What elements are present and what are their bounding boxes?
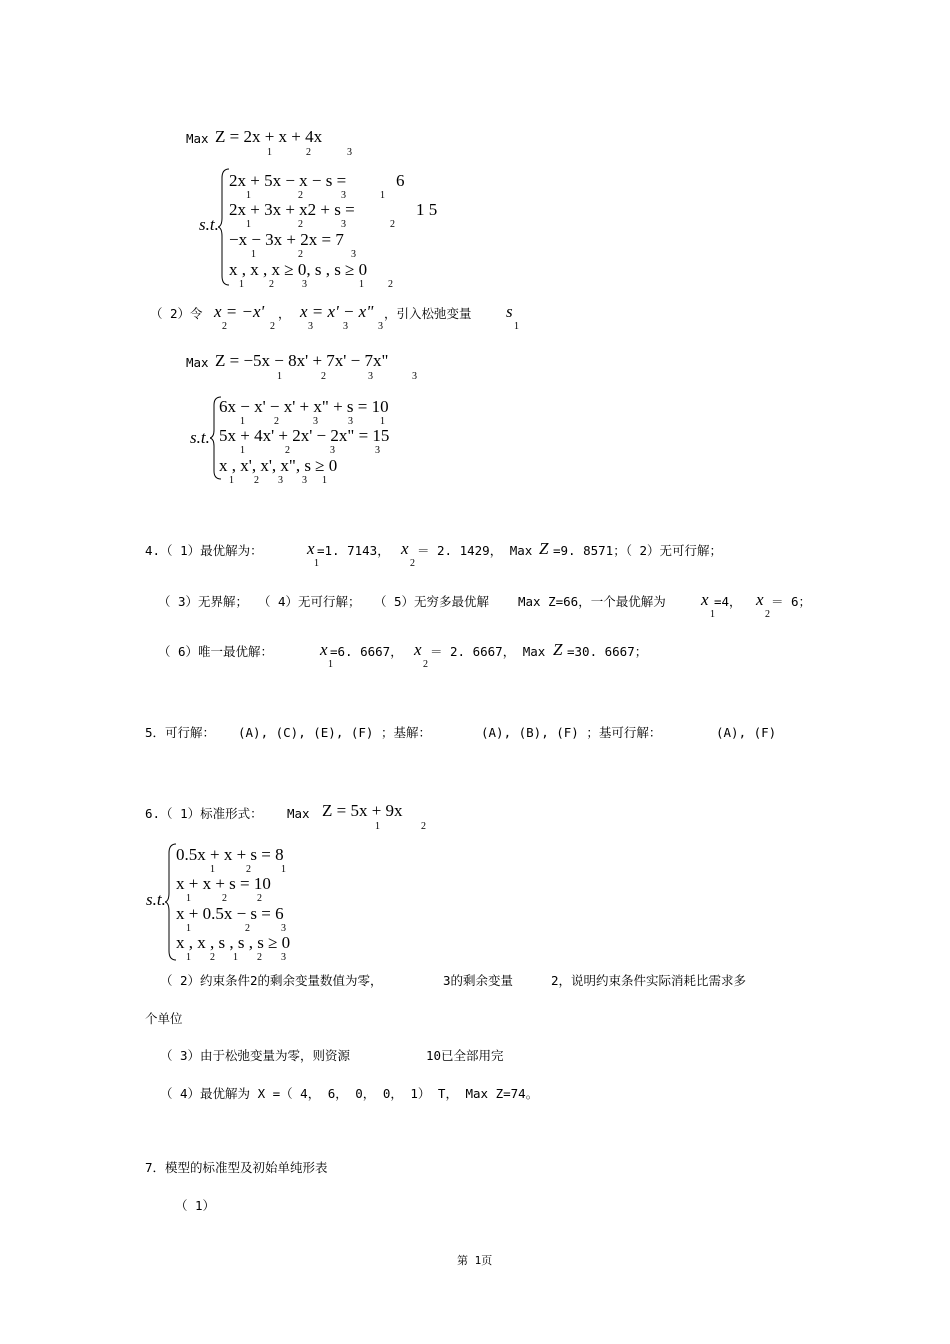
- q4-line3-x1-symbol: x: [320, 640, 328, 659]
- q6-st-label: s.t.: [146, 890, 166, 909]
- sub-1: 1: [186, 952, 191, 963]
- q4-line2-d: Max Z=66，一个最优解为: [518, 594, 666, 609]
- q4-line3-x2-value: ＝ 2. 6667， Max: [430, 644, 546, 659]
- part2-comma: ，: [278, 306, 291, 321]
- q6-p3-a: （ 3）由于松弛变量为零，则资源: [160, 1048, 351, 1063]
- sub-3: 3: [343, 321, 348, 332]
- q7-intro: 7．模型的标准型及初始单纯形表: [145, 1160, 328, 1175]
- q6-objective-expr: Z = 5x + 9x: [322, 801, 403, 820]
- q4-line1-intro: 4.（ 1）最优解为：: [145, 543, 263, 558]
- q6-row4-expr: x , x , s , s , s ≥ 0: [176, 933, 291, 952]
- q6-p2-d: 2，说明约束条件实际消耗比需求多: [551, 973, 747, 988]
- sub-2: 2: [274, 416, 279, 427]
- sub-1: 1: [229, 475, 234, 486]
- q4-line3-z-value: =30. 6667；: [567, 644, 648, 659]
- lp1-row1-sub: 1: [246, 190, 251, 201]
- sub-2: 2: [321, 371, 326, 382]
- q4-line1-z-value: =9. 8571；（ 2）无可行解；: [553, 543, 723, 558]
- q4-line3-x2-symbol: x: [414, 640, 422, 659]
- q5-feasible-label: 5．可行解：: [145, 725, 216, 740]
- lp1-row1-sub: 3: [341, 190, 346, 201]
- sub-2: 2: [222, 893, 227, 904]
- q6-row3-expr: x + 0.5x − s = 6: [176, 904, 284, 923]
- sub-3: 3: [378, 321, 383, 332]
- sub-2: 2: [246, 864, 251, 875]
- q6-intro: 6.（ 1）标准形式：: [145, 806, 263, 821]
- lp1-objective-prefix: Max: [186, 131, 209, 146]
- sub-3: 3: [375, 445, 380, 456]
- sub-1: 1: [240, 416, 245, 427]
- part2-tail: ，引入松弛变量: [384, 306, 472, 321]
- sub-2: 2: [210, 952, 215, 963]
- lp1-row2-sub: 3: [341, 219, 346, 230]
- q5-bfs-values: (A), (F): [716, 725, 777, 740]
- q4-line2-b: （ 4）无可行解；: [258, 594, 361, 609]
- lp1-row4-sub: 3: [302, 279, 307, 290]
- lp2-row3-expr: x , x', x', x", s ≥ 0: [219, 456, 338, 475]
- q6-p2-a: （ 2）约束条件: [160, 973, 251, 988]
- lp2-row2-expr: 5x + 4x' + 2x' − 2x" = 15: [219, 426, 390, 445]
- page-number: 第 1页: [457, 1254, 493, 1267]
- part2-intro: （ 2）令: [150, 306, 203, 321]
- lp1-obj-sub-2: 2: [306, 147, 311, 158]
- lp1-row3-sub: 2: [298, 249, 303, 260]
- sub-2: 2: [765, 609, 770, 620]
- sub-3: 3: [330, 445, 335, 456]
- sub-3: 3: [313, 416, 318, 427]
- lp1-row2-sub: 2: [390, 219, 395, 230]
- q6-p3-b: 10已全部用完: [426, 1048, 504, 1063]
- lp1-row3-sub: 1: [251, 249, 256, 260]
- sub-1: 1: [281, 864, 286, 875]
- sub-3: 3: [302, 475, 307, 486]
- sub-2: 2: [222, 321, 227, 332]
- q4-line3-intro: （ 6）唯一最优解：: [158, 644, 274, 659]
- sub-3: 3: [281, 952, 286, 963]
- sub-3: 3: [281, 923, 286, 934]
- lp1-row4-sub: 2: [269, 279, 274, 290]
- sub-1: 1: [710, 609, 715, 620]
- sub-2: 2: [270, 321, 275, 332]
- part2-sub2: x = x' − x": [300, 302, 374, 321]
- q4-line1-z-symbol: Z: [539, 539, 549, 558]
- sub-2: 2: [423, 659, 428, 670]
- lp1-row1-rhs: 6: [396, 171, 405, 190]
- sub-2: 2: [421, 821, 426, 832]
- q6-p4: （ 4）最优解为 X =（ 4， 6， 0， 0， 1） T， Max Z=74。: [160, 1086, 539, 1101]
- q4-line2-a: （ 3）无界解；: [158, 594, 249, 609]
- q4-line3-z-symbol: Z: [553, 640, 563, 659]
- part2-sub1: x = −x': [214, 302, 265, 321]
- q4-line2-c: （ 5）无穷多最优解: [374, 594, 490, 609]
- lp1-row1-sub: 1: [380, 190, 385, 201]
- part2-slack: s: [506, 302, 513, 321]
- lp1-row2-rhs: 1 5: [416, 200, 438, 219]
- q4-line1-x1-symbol: x: [307, 539, 315, 558]
- lp2-row1-expr: 6x − x' − x' + x" + s = 10: [219, 397, 389, 416]
- q5-basic-and-bfs-label: (A), (B), (F) ；基可行解：: [481, 725, 662, 740]
- sub-2: 2: [410, 558, 415, 569]
- sub-1: 1: [375, 821, 380, 832]
- lp2-objective-prefix: Max: [186, 355, 209, 370]
- q4-line2-x1-symbol: x: [701, 590, 709, 609]
- q6-row2-expr: x + x + s = 10: [176, 874, 271, 893]
- q4-line1-x2-symbol: x: [401, 539, 409, 558]
- sub-1: 1: [322, 475, 327, 486]
- sub-3: 3: [412, 371, 417, 382]
- sub-3: 3: [368, 371, 373, 382]
- sub-1: 1: [186, 893, 191, 904]
- sub-1: 1: [240, 445, 245, 456]
- sub-2: 2: [257, 952, 262, 963]
- lp1-row1-sub: 2: [298, 190, 303, 201]
- lp1-st-label: s.t.: [199, 215, 219, 234]
- lp1-row2-sub: 2: [298, 219, 303, 230]
- q4-line3-x1-value: =6. 6667，: [330, 644, 403, 659]
- q6-row1-expr: 0.5x + x + s = 8: [176, 845, 284, 864]
- lp1-row2-sub: 1: [246, 219, 251, 230]
- q4-line2-x2-symbol: x: [756, 590, 764, 609]
- lp1-row3-expr: −x − 3x + 2x = 7: [229, 230, 344, 249]
- sub-1: 1: [380, 416, 385, 427]
- sub-3: 3: [308, 321, 313, 332]
- sub-1: 1: [233, 952, 238, 963]
- lp1-obj-sub-1: 1: [267, 147, 272, 158]
- sub-3: 3: [278, 475, 283, 486]
- sub-2: 2: [257, 893, 262, 904]
- lp1-row2-expr: 2x + 3x + x2 + s =: [229, 200, 355, 219]
- lp1-row4-expr: x , x , x ≥ 0, s , s ≥ 0: [229, 260, 368, 279]
- q7-p1: （ 1）: [175, 1198, 216, 1213]
- sub-1: 1: [210, 864, 215, 875]
- sub-2: 2: [254, 475, 259, 486]
- lp1-row4-sub: 1: [359, 279, 364, 290]
- sub-1: 1: [186, 923, 191, 934]
- part2-slack-sub: 1: [514, 321, 519, 332]
- lp1-row3-sub: 3: [351, 249, 356, 260]
- lp2-objective-expr: Z = −5x − 8x' + 7x' − 7x": [215, 351, 389, 370]
- sub-1: 1: [314, 558, 319, 569]
- q6-p2-e: 个单位: [145, 1011, 183, 1026]
- q4-line1-x2-value: ＝ 2. 1429， Max: [417, 543, 533, 558]
- lp1-row4-sub: 1: [239, 279, 244, 290]
- lp1-row1-expr: 2x + 5x − x − s =: [229, 171, 347, 190]
- lp2-st-label: s.t.: [190, 428, 210, 447]
- lp1-objective-expr: Z = 2x + x + 4x: [215, 127, 323, 146]
- q4-line2-x2-value: ＝ 6；: [771, 594, 812, 609]
- sub-2: 2: [245, 923, 250, 934]
- q6-p2-b: 2的剩余变量数值为零，: [250, 973, 383, 988]
- q4-line2-x1-value: =4，: [714, 594, 742, 609]
- sub-2: 2: [285, 445, 290, 456]
- lp1-row4-sub: 2: [388, 279, 393, 290]
- sub-1: 1: [277, 371, 282, 382]
- sub-3: 3: [348, 416, 353, 427]
- q6-p2-c: 3的剩余变量: [443, 973, 514, 988]
- q6-objective-prefix: Max: [287, 806, 310, 821]
- q4-line1-x1-value: =1. 7143，: [317, 543, 390, 558]
- sub-1: 1: [328, 659, 333, 670]
- lp1-obj-sub-3: 3: [347, 147, 352, 158]
- q5-feasible-and-basic-label: (A), (C), (E), (F) ；基解：: [238, 725, 431, 740]
